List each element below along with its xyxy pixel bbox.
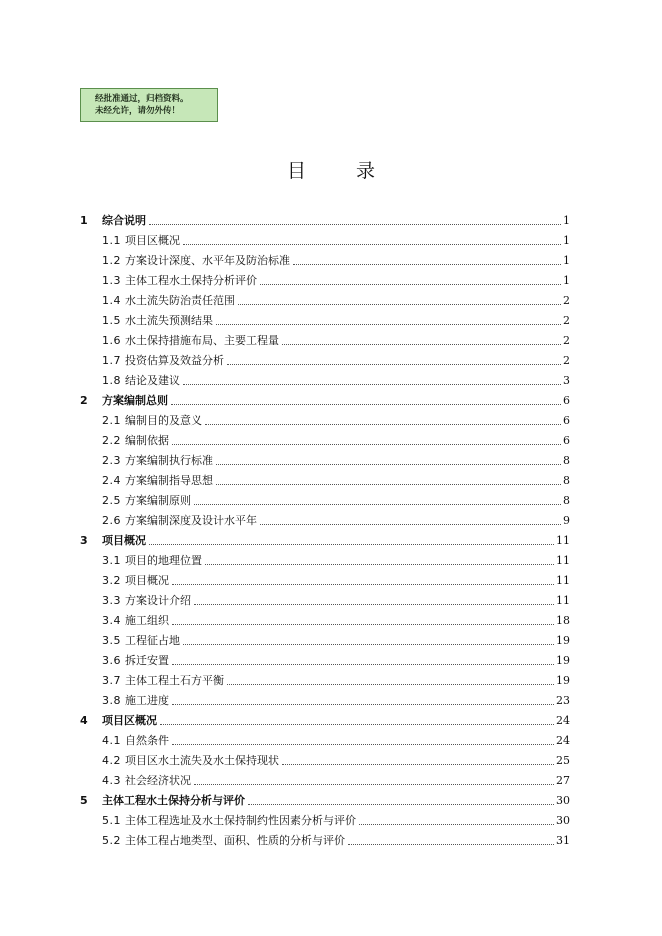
- toc-entry-label: 主体工程水土保持分析评价: [125, 274, 257, 287]
- toc-section-entry[interactable]: [102, 588, 570, 608]
- toc-dot-leader: [293, 263, 561, 265]
- toc-entry-label: 方案编制指导思想: [125, 474, 213, 487]
- toc-entry-page-number: 19: [556, 674, 570, 687]
- toc-section-entry[interactable]: [102, 288, 570, 308]
- toc-entry-page-number: 1: [563, 234, 570, 247]
- toc-dot-leader: [149, 223, 561, 225]
- toc-section-entry[interactable]: [102, 448, 570, 468]
- toc-section-entry[interactable]: [102, 348, 570, 368]
- toc-entry-number: 1.4: [102, 294, 121, 307]
- toc-entry-label: 拆迁安置: [125, 654, 169, 667]
- toc-entry-page-number: 27: [556, 774, 570, 787]
- toc-section-entry[interactable]: [102, 688, 570, 708]
- toc-entry-label: 项目的地理位置: [125, 554, 202, 567]
- toc-entry-label: 综合说明: [102, 214, 146, 227]
- toc-entry-number: 4: [80, 714, 88, 727]
- toc-entry-page-number: 2: [563, 294, 570, 307]
- toc-entry-page-number: 1: [563, 214, 570, 227]
- toc-dot-leader: [216, 483, 561, 485]
- toc-dot-leader: [160, 723, 554, 725]
- toc-dot-leader: [172, 443, 561, 445]
- toc-entry-label: 主体工程选址及水土保持制约性因素分析与评价: [125, 814, 356, 827]
- toc-entry-number: 2.1: [102, 414, 121, 427]
- approval-stamp: [80, 88, 218, 122]
- toc-entry-number: 2.2: [102, 434, 121, 447]
- toc-entry-label: 水土流失防治责任范围: [125, 294, 235, 307]
- toc-entry-page-number: 1: [563, 274, 570, 287]
- toc-entry-number: 2.3: [102, 454, 121, 467]
- toc-section-entry[interactable]: [102, 628, 570, 648]
- toc-section-entry[interactable]: [102, 568, 570, 588]
- toc-dot-leader: [172, 743, 554, 745]
- toc-entry-number: 1.8: [102, 374, 121, 387]
- toc-entry-page-number: 11: [556, 594, 570, 607]
- toc-section-entry[interactable]: [102, 608, 570, 628]
- toc-dot-leader: [248, 803, 554, 805]
- toc-dot-leader: [183, 243, 561, 245]
- toc-entry-page-number: 24: [556, 714, 570, 727]
- toc-chapter-entry[interactable]: [80, 788, 570, 808]
- toc-dot-leader: [183, 643, 554, 645]
- toc-entry-number: 3: [80, 534, 88, 547]
- toc-entry-page-number: 2: [563, 314, 570, 327]
- toc-dot-leader: [282, 343, 561, 345]
- toc-chapter-entry[interactable]: [80, 708, 570, 728]
- toc-entry-page-number: 11: [556, 574, 570, 587]
- toc-entry-number: 3.5: [102, 634, 121, 647]
- toc-section-entry[interactable]: [102, 508, 570, 528]
- toc-entry-page-number: 19: [556, 634, 570, 647]
- toc-entry-number: 3.7: [102, 674, 121, 687]
- toc-entry-number: 1.7: [102, 354, 121, 367]
- toc-entry-page-number: 19: [556, 654, 570, 667]
- toc-dot-leader: [183, 383, 561, 385]
- toc-section-entry[interactable]: [102, 748, 570, 768]
- toc-section-entry[interactable]: [102, 268, 570, 288]
- toc-entry-page-number: 18: [556, 614, 570, 627]
- toc-entry-number: 1.3: [102, 274, 121, 287]
- toc-entry-page-number: 23: [556, 694, 570, 707]
- stamp-line-2: 未经允许，请勿外传！: [95, 106, 181, 116]
- toc-entry-number: 4.3: [102, 774, 121, 787]
- toc-entry-number: 2.6: [102, 514, 121, 527]
- toc-entry-number: 2: [80, 394, 88, 407]
- toc-entry-number: 3.1: [102, 554, 121, 567]
- toc-dot-leader: [348, 843, 554, 845]
- toc-entry-number: 1.1: [102, 234, 121, 247]
- toc-entry-label: 主体工程土石方平衡: [125, 674, 224, 687]
- toc-entry-page-number: 31: [556, 834, 570, 847]
- toc-entry-label: 编制目的及意义: [125, 414, 202, 427]
- toc-section-entry[interactable]: [102, 808, 570, 828]
- toc-entry-number: 1.6: [102, 334, 121, 347]
- toc-entry-number: 4.2: [102, 754, 121, 767]
- toc-entry-page-number: 2: [563, 334, 570, 347]
- toc-entry-number: 2.4: [102, 474, 121, 487]
- toc-dot-leader: [216, 463, 561, 465]
- toc-entry-number: 2.5: [102, 494, 121, 507]
- toc-section-entry[interactable]: [102, 408, 570, 428]
- toc-dot-leader: [238, 303, 561, 305]
- toc-entry-number: 3.4: [102, 614, 121, 627]
- toc-entry-page-number: 3: [563, 374, 570, 387]
- toc-dot-leader: [205, 423, 561, 425]
- toc-entry-page-number: 25: [556, 754, 570, 767]
- toc-dot-leader: [171, 403, 561, 405]
- toc-chapter-entry[interactable]: [80, 388, 570, 408]
- toc-entry-number: 5.1: [102, 814, 121, 827]
- toc-section-entry[interactable]: [102, 488, 570, 508]
- toc-dot-leader: [260, 283, 561, 285]
- toc-entry-label: 水土保持措施布局、主要工程量: [125, 334, 279, 347]
- toc-entry-label: 编制依据: [125, 434, 169, 447]
- toc-entry-number: 5.2: [102, 834, 121, 847]
- toc-dot-leader: [172, 703, 554, 705]
- toc-dot-leader: [172, 623, 554, 625]
- toc-entry-label: 投资估算及效益分析: [125, 354, 224, 367]
- toc-entry-label: 项目概况: [102, 534, 146, 547]
- toc-entry-number: 3.6: [102, 654, 121, 667]
- toc-section-entry[interactable]: [102, 328, 570, 348]
- toc-entry-page-number: 24: [556, 734, 570, 747]
- toc-dot-leader: [260, 523, 561, 525]
- toc-entry-number: 1.5: [102, 314, 121, 327]
- toc-entry-page-number: 11: [556, 554, 570, 567]
- toc-entry-number: 3.8: [102, 694, 121, 707]
- toc-entry-number: 1.2: [102, 254, 121, 267]
- toc-section-entry[interactable]: [102, 828, 570, 848]
- toc-section-entry[interactable]: [102, 548, 570, 568]
- toc-section-entry[interactable]: [102, 768, 570, 788]
- toc-section-entry[interactable]: [102, 428, 570, 448]
- toc-dot-leader: [282, 763, 554, 765]
- toc-section-entry[interactable]: [102, 228, 570, 248]
- toc-chapter-entry[interactable]: [80, 208, 570, 228]
- toc-entry-number: 3.3: [102, 594, 121, 607]
- toc-entry-page-number: 6: [563, 434, 570, 447]
- toc-entry-page-number: 6: [563, 414, 570, 427]
- toc-section-entry[interactable]: [102, 648, 570, 668]
- toc-dot-leader: [194, 503, 561, 505]
- toc-entry-page-number: 8: [563, 454, 570, 467]
- toc-entry-label: 自然条件: [125, 734, 169, 747]
- toc-entry-label: 方案设计深度、水平年及防治标准: [125, 254, 290, 267]
- toc-section-entry[interactable]: [102, 668, 570, 688]
- toc-entry-label: 工程征占地: [125, 634, 180, 647]
- toc-entry-label: 项目区概况: [125, 234, 180, 247]
- toc-dot-leader: [227, 683, 554, 685]
- toc-section-entry[interactable]: [102, 308, 570, 328]
- toc-dot-leader: [216, 323, 561, 325]
- toc-entry-label: 方案编制原则: [125, 494, 191, 507]
- toc-entry-page-number: 30: [556, 814, 570, 827]
- toc-entry-label: 项目概况: [125, 574, 169, 587]
- toc-dot-leader: [205, 563, 554, 565]
- toc-entry-page-number: 8: [563, 474, 570, 487]
- toc-section-entry[interactable]: [102, 248, 570, 268]
- toc-entry-label: 主体工程水土保持分析与评价: [102, 794, 245, 807]
- toc-entry-page-number: 30: [556, 794, 570, 807]
- toc-entry-page-number: 11: [556, 534, 570, 547]
- toc-entry-page-number: 8: [563, 494, 570, 507]
- toc-entry-number: 3.2: [102, 574, 121, 587]
- toc-dot-leader: [172, 663, 554, 665]
- toc-entry-number: 1: [80, 214, 88, 227]
- toc-entry-page-number: 1: [563, 254, 570, 267]
- toc-dot-leader: [194, 603, 554, 605]
- toc-section-entry[interactable]: [102, 728, 570, 748]
- toc-dot-leader: [227, 363, 561, 365]
- toc-entry-label: 方案设计介绍: [125, 594, 191, 607]
- toc-dot-leader: [194, 783, 554, 785]
- toc-dot-leader: [172, 583, 554, 585]
- toc-entry-label: 主体工程占地类型、面积、性质的分析与评价: [125, 834, 345, 847]
- toc-entry-label: 项目区水土流失及水土保持现状: [125, 754, 279, 767]
- toc-entry-number: 4.1: [102, 734, 121, 747]
- toc-entry-label: 方案编制总则: [102, 394, 168, 407]
- toc-entry-page-number: 6: [563, 394, 570, 407]
- toc-entry-label: 施工组织: [125, 614, 169, 627]
- toc-dot-leader: [359, 823, 554, 825]
- toc-entry-label: 方案编制执行标准: [125, 454, 213, 467]
- toc-entry-page-number: 2: [563, 354, 570, 367]
- toc-entry-number: 5: [80, 794, 88, 807]
- toc-entry-label: 方案编制深度及设计水平年: [125, 514, 257, 527]
- toc-section-entry[interactable]: [102, 468, 570, 488]
- toc-entry-label: 施工进度: [125, 694, 169, 707]
- stamp-line-1: 经批准通过，归档资料。: [95, 94, 189, 104]
- toc-chapter-entry[interactable]: [80, 528, 570, 548]
- toc-entry-label: 项目区概况: [102, 714, 157, 727]
- page-title: 目 录: [286, 160, 398, 182]
- toc-section-entry[interactable]: [102, 368, 570, 388]
- toc-entry-label: 社会经济状况: [125, 774, 191, 787]
- toc-entry-page-number: 9: [563, 514, 570, 527]
- toc-entry-label: 水土流失预测结果: [125, 314, 213, 327]
- toc-entry-label: 结论及建议: [125, 374, 180, 387]
- toc-dot-leader: [149, 543, 554, 545]
